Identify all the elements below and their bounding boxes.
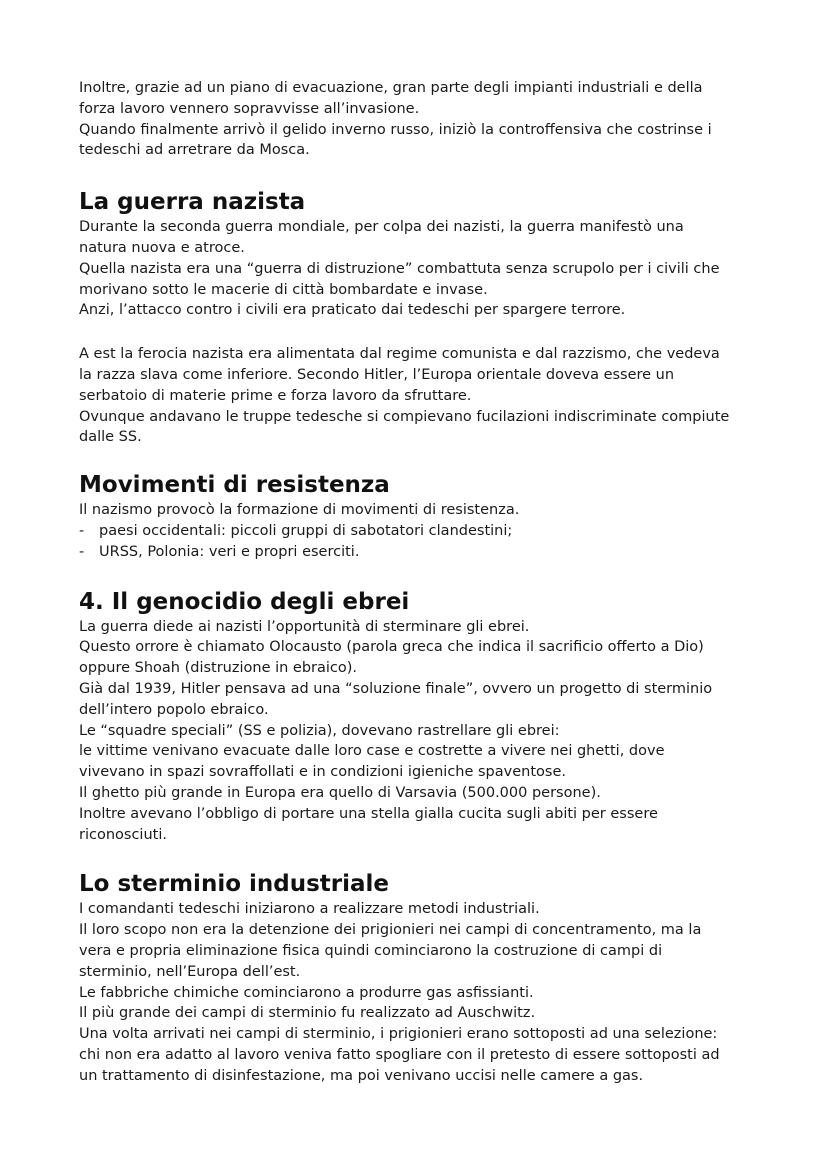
text-line: Anzi, l’attacco contro i civili era praticato dai tedeschi per spargere terrore. xyxy=(79,302,626,319)
section-genocidio xyxy=(79,587,759,846)
dash-bullet: - xyxy=(79,543,85,560)
text-line: Inoltre avevano l’obbligo di portare una stella gialla cucita sugli abiti per essere xyxy=(79,805,658,822)
section-heading: La guerra nazista xyxy=(79,189,306,216)
text-line: natura nuova e atroce. xyxy=(79,239,245,256)
document-page xyxy=(79,78,759,1086)
text-line: un trattamento di disinfestazione, ma poi venivano uccisi nelle camere a gas. xyxy=(79,1067,644,1084)
text-line: Il ghetto più grande in Europa era quello di Varsavia (500.000 persone). xyxy=(79,784,601,801)
text-line: riconosciuti. xyxy=(79,826,167,843)
paragraph xyxy=(79,217,759,321)
section-heading: Lo sterminio industriale xyxy=(79,871,390,898)
text-line: La guerra diede ai nazisti l’opportunità di sterminare gli ebrei. xyxy=(79,618,530,635)
text-line: le vittime venivano evacuate dalle loro case e costrette a vivere nei ghetti, dove xyxy=(79,743,665,760)
bullet-list xyxy=(79,521,759,563)
text-line: la razza slava come inferiore. Secondo Hitler, l’Europa orientale doveva essere un xyxy=(79,366,675,383)
text-line: Il più grande dei campi di sterminio fu realizzato ad Auschwitz. xyxy=(79,1005,536,1022)
section-guerra-nazista xyxy=(79,187,759,448)
text-line: morivano sotto le macerie di città bombardate e invase. xyxy=(79,281,488,298)
text-line: Inoltre, grazie ad un piano di evacuazione, gran parte degli impianti industriali e della xyxy=(79,80,703,96)
text-line: Una volta arrivati nei campi di sterminio, i prigionieri erano sottoposti ad una selezione: xyxy=(79,1026,718,1043)
section-heading: Movimenti di resistenza xyxy=(79,472,390,499)
text-line: Le “squadre speciali” (SS e polizia), dovevano rastrellare gli ebrei: xyxy=(79,722,560,739)
list-item xyxy=(79,521,759,542)
list-item xyxy=(79,542,759,563)
list-item-text: paesi occidentali: piccoli gruppi di sabotatori clandestini; xyxy=(99,522,513,539)
text-line: Quella nazista era una “guerra di distruzione” combattuta senza scrupolo per i civili che xyxy=(79,260,720,277)
text-line: tedeschi ad arretrare da Mosca. xyxy=(79,142,310,159)
text-line: Ovunque andavano le truppe tedesche si compievano fucilazioni indiscriminate compiute xyxy=(79,408,730,425)
text-line: I comandanti tedeschi iniziarono a realizzare metodi industriali. xyxy=(79,901,540,918)
text-line: vivevano in spazi sovraffollati e in condizioni igieniche spaventose. xyxy=(79,764,566,781)
section-resistenza xyxy=(79,470,759,562)
text-line: Quando finalmente arrivò il gelido inverno russo, iniziò la controffensiva che costrinse i xyxy=(79,121,712,138)
text-line: A est la ferocia nazista era alimentata dal regime comunista e dal razzismo, che vedeva xyxy=(79,346,720,363)
paragraph-gap xyxy=(79,321,759,344)
text-line: Durante la seconda guerra mondiale, per colpa dei nazisti, la guerra manifestò una xyxy=(79,219,684,236)
text-line: Il nazismo provocò la formazione di movimenti di resistenza. xyxy=(79,502,520,519)
list-item-text: URSS, Polonia: veri e propri eserciti. xyxy=(99,543,360,560)
text-line: oppure Shoah (distruzione in ebraico). xyxy=(79,660,358,677)
text-line: Il loro scopo non era la detenzione dei prigionieri nei campi di concentramento, ma la xyxy=(79,922,702,939)
paragraph xyxy=(79,344,759,448)
section-sterminio xyxy=(79,869,759,1086)
text-line: dalle SS. xyxy=(79,429,142,446)
text-line: vera e propria eliminazione fisica quindi cominciarono la costruzione di campi di xyxy=(79,942,663,959)
text-line: sterminio, nell’Europa dell’est. xyxy=(79,963,301,980)
dash-bullet: - xyxy=(79,522,85,539)
text-line: Già dal 1939, Hitler pensava ad una “soluzione finale”, ovvero un progetto di sterminio xyxy=(79,680,713,697)
text-line: dell’intero popolo ebraico. xyxy=(79,701,269,718)
text-line: Le fabbriche chimiche cominciarono a produrre gas asfissianti. xyxy=(79,984,534,1001)
text-line: forza lavoro vennero sopravvisse all’invasione. xyxy=(79,100,420,117)
intro-paragraph xyxy=(79,78,759,161)
text-line: Questo orrore è chiamato Olocausto (parola greca che indica il sacrificio offerto a Dio) xyxy=(79,639,704,656)
text-line: serbatoio di materie prime e forza lavoro da sfruttare. xyxy=(79,387,472,404)
section-heading: 4. Il genocidio degli ebrei xyxy=(79,588,410,615)
text-line: chi non era adatto al lavoro veniva fatto spogliare con il pretesto di essere sottoposti ad xyxy=(79,1046,720,1063)
